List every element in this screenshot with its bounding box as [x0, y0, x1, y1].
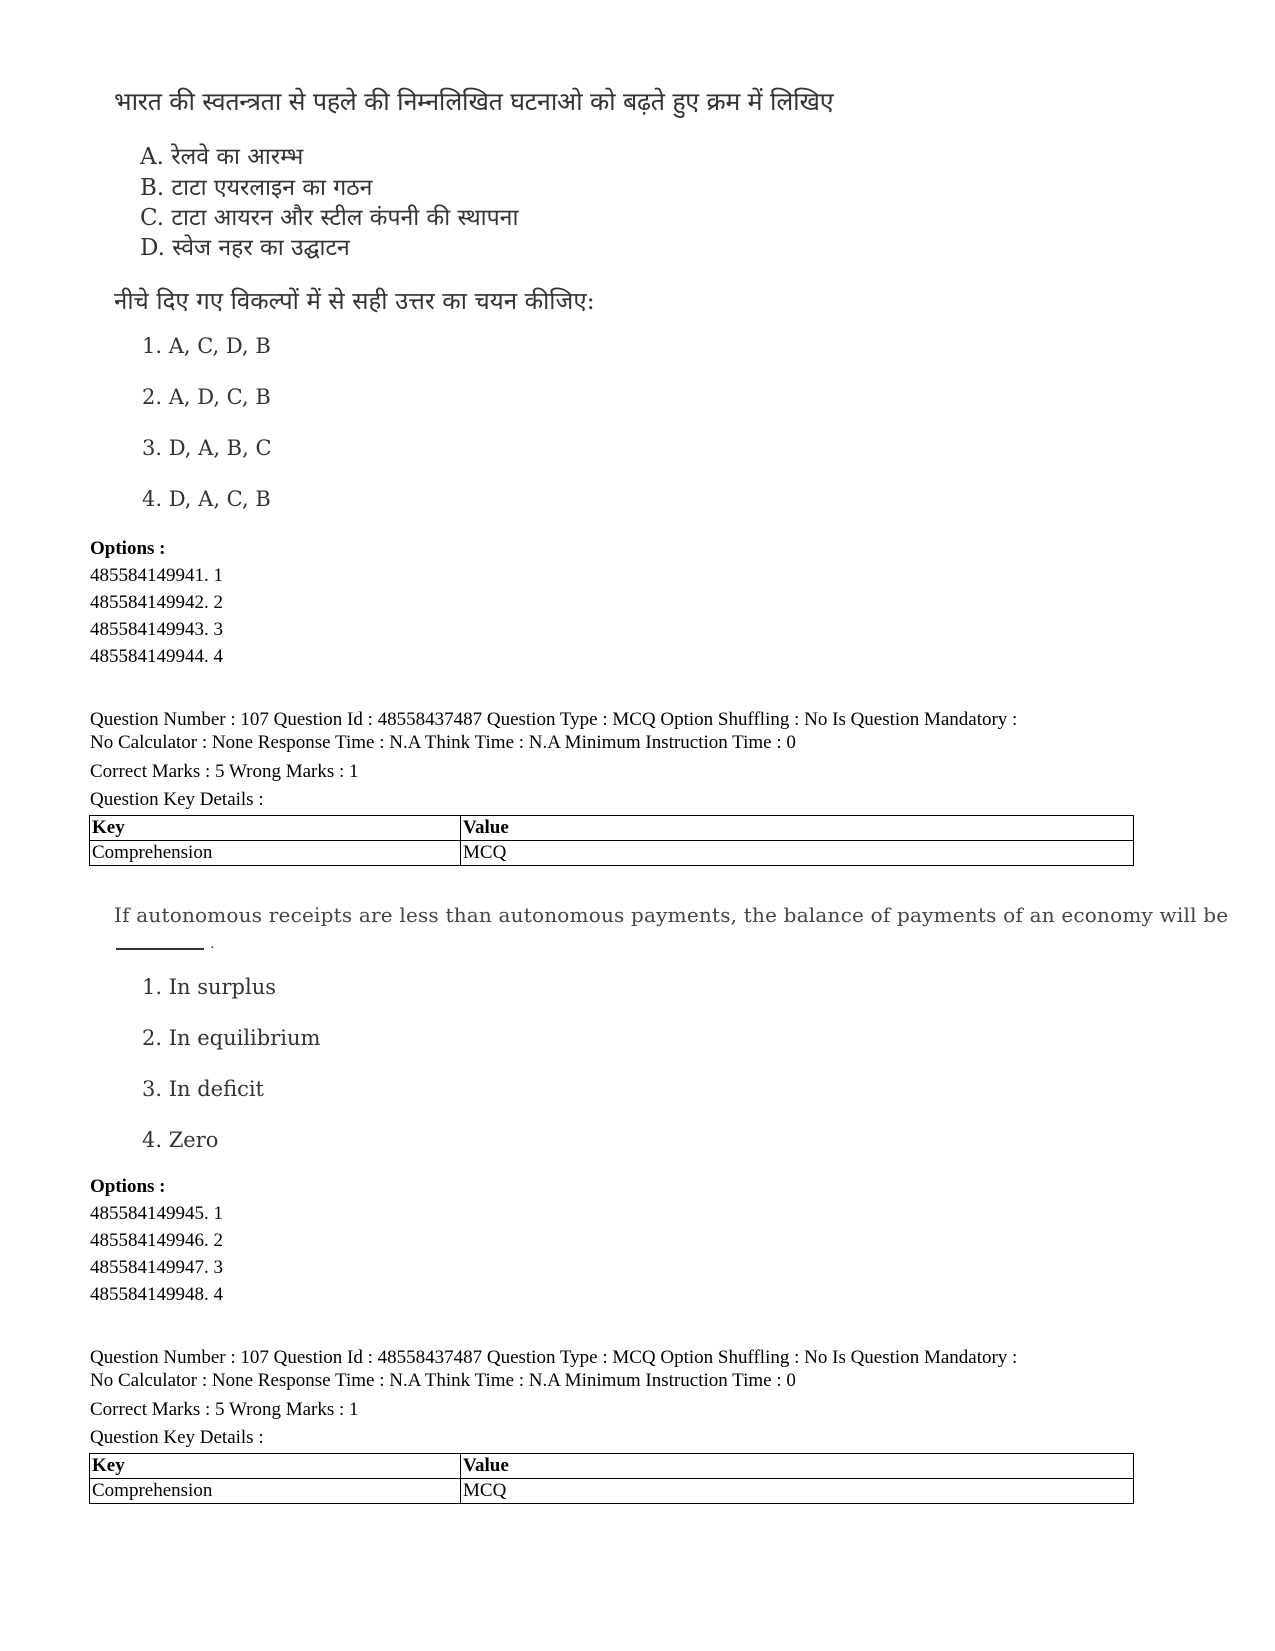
choice-1: 1. In surplus [142, 975, 277, 999]
table-header-key: Key [90, 1454, 461, 1479]
question-meta-line: Question Number : 107 Question Id : 48558437487 Question Type : MCQ Option Shuffling : No Is Question Mandatory : [90, 1347, 1018, 1368]
choice-3: 3. D, A, B, C [142, 436, 272, 460]
question-instruction: नीचे दिए गए विकल्पों में से सही उत्तर का चयन कीजिए: [114, 287, 595, 315]
choice-4: 4. Zero [142, 1128, 219, 1152]
options-label: Options : [90, 1176, 166, 1197]
table-header-value: Value [461, 1454, 1134, 1479]
question-stem: If autonomous receipts are less than autonomous payments, the balance of payments of an economy will be [114, 903, 1229, 927]
options-block-1 [90, 535, 223, 670]
marks-line-2: Correct Marks : 5 Wrong Marks : 1 [90, 761, 359, 782]
option-id: 485584149941. 1 [90, 565, 223, 586]
table-header-row [90, 816, 1134, 841]
event-item-a: A. रेलवे का आरम्भ [140, 144, 304, 170]
table-header-row [90, 1454, 1134, 1479]
table-row [90, 841, 1134, 866]
choice-2: 2. In equilibrium [142, 1026, 321, 1050]
event-item-c: C. टाटा आयरन और स्टील कंपनी की स्थापना [140, 205, 519, 231]
marks-line-3: Correct Marks : 5 Wrong Marks : 1 [90, 1399, 359, 1420]
options-label: Options : [90, 538, 166, 559]
event-item-d: D. स्वेज नहर का उद्घाटन [140, 235, 350, 261]
table-cell-value: MCQ [461, 841, 1134, 866]
question-meta-line: No Calculator : None Response Time : N.A Think Time : N.A Minimum Instruction Time : 0 [90, 1370, 796, 1391]
option-id: 485584149948. 4 [90, 1284, 223, 1305]
question-meta-line: Question Number : 107 Question Id : 48558437487 Question Type : MCQ Option Shuffling : No Is Question Mandatory : [90, 709, 1018, 730]
option-id: 485584149944. 4 [90, 646, 223, 667]
question-meta-2 [90, 708, 1017, 754]
option-id: 485584149943. 3 [90, 619, 223, 640]
table-header-value: Value [461, 816, 1134, 841]
choice-2: 2. A, D, C, B [142, 385, 271, 409]
question-meta-3 [90, 1346, 1017, 1392]
options-block-2 [90, 1173, 223, 1308]
question-stem: भारत की स्वतन्त्रता से पहले की निम्नलिखित घटनाओ को बढ़ते हुए क्रम में लिखिए [114, 87, 834, 116]
option-id: 485584149945. 1 [90, 1203, 223, 1224]
choice-3: 3. In deficit [142, 1077, 265, 1101]
key-details-table-3 [89, 1453, 1134, 1504]
table-cell-key: Comprehension [90, 1479, 461, 1504]
table-cell-key: Comprehension [90, 841, 461, 866]
choice-4: 4. D, A, C, B [142, 487, 271, 511]
question-meta-line: No Calculator : None Response Time : N.A Think Time : N.A Minimum Instruction Time : 0 [90, 732, 796, 753]
choice-1: 1. A, C, D, B [142, 334, 271, 358]
option-id: 485584149946. 2 [90, 1230, 223, 1251]
table-cell-value: MCQ [461, 1479, 1134, 1504]
event-item-b: B. टाटा एयरलाइन का गठन [140, 175, 373, 201]
table-row [90, 1479, 1134, 1504]
key-details-label-3: Question Key Details : [90, 1427, 264, 1448]
table-header-key: Key [90, 816, 461, 841]
blank-suffix: . [210, 936, 215, 952]
key-details-label-2: Question Key Details : [90, 789, 264, 810]
option-id: 485584149947. 3 [90, 1257, 223, 1278]
option-id: 485584149942. 2 [90, 592, 223, 613]
key-details-table-2 [89, 815, 1134, 866]
answer-blank [116, 948, 204, 950]
